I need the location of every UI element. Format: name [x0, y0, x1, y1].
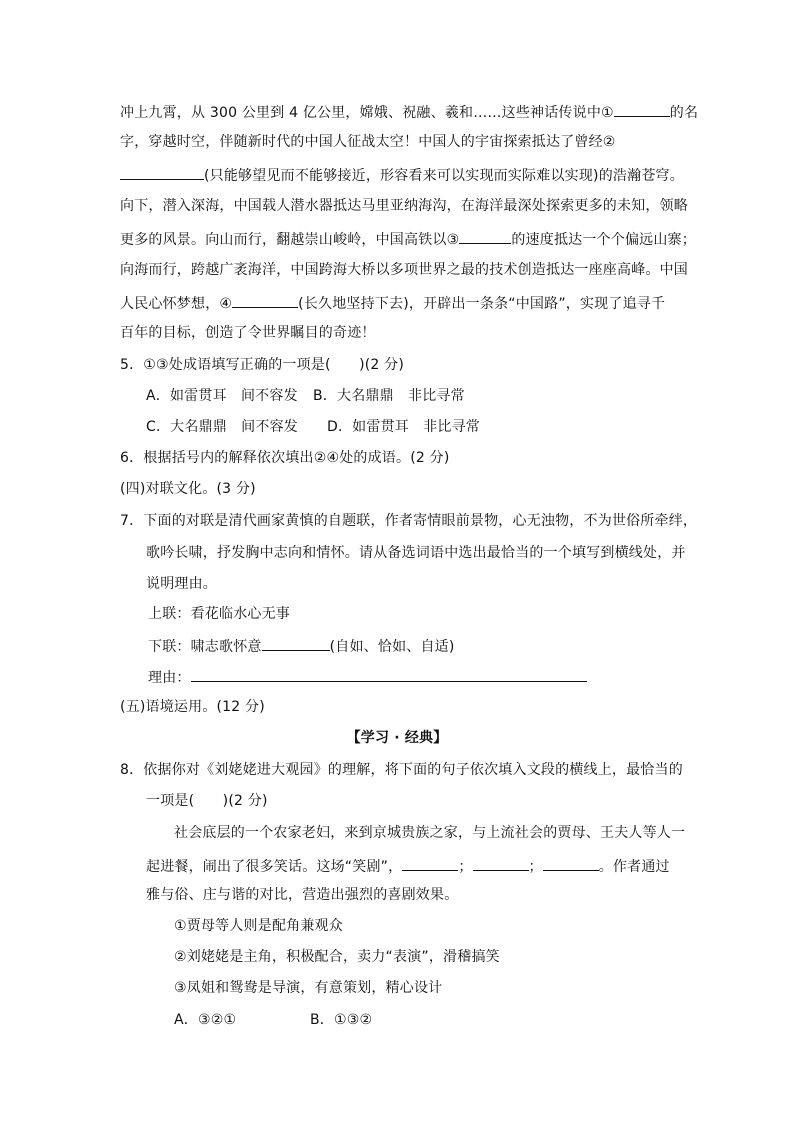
passage-line-7: [120, 292, 665, 314]
q8-item-2: ②刘姥姥是主角，积极配合，卖力“表演”，滑稽搞笑: [174, 949, 500, 965]
blank-3: [459, 228, 511, 244]
q8-blank-3: [543, 855, 599, 871]
q5-option-d: D．如雷贯耳 非比寻常: [327, 419, 480, 435]
q8-passage-3: 雅与俗、庄与谐的对比，营造出强烈的喜剧效果。: [146, 887, 459, 903]
text: 起进餐，闹出了很多笑话。这场“笑剧”，: [146, 859, 403, 875]
text: (长久地坚持下去)，开辟出一条条“中国路”，实现了追寻千: [298, 296, 666, 312]
section-4-title: (四)对联文化。(3 分): [120, 481, 256, 497]
reason-blank: [191, 666, 587, 682]
text: 下联：啸志歌怀意: [148, 639, 262, 655]
q8-option-b: B．①③②: [310, 1012, 373, 1028]
couplet-upper: 上联：看花临水心无事: [148, 606, 290, 622]
q5-option-a: A．如雷贯耳 间不容发: [146, 388, 298, 404]
q8-passage-1: 社会底层的一个农家老妇，来到京城贵族之家，与上流社会的贾母、王夫人等人一: [174, 825, 686, 841]
text: (只能够望见而不能够接近，形容看来可以实现而实际难以实现)的浩瀚苍穹。: [204, 168, 684, 184]
q7-line-2: 歌吟长啸，抒发胸中志向和情怀。请从备选词语中选出最恰当的一个填写到横线处，并: [146, 545, 686, 561]
text: ；: [458, 859, 473, 875]
q8-line-2: 一项是( )(2 分): [146, 793, 268, 809]
section-heading: 【学习 · 经典】: [346, 730, 448, 746]
text: 的速度抵达一个个偏远山寨；: [511, 232, 696, 248]
blank-2: [120, 164, 204, 180]
q7-line-3: 说明理由。: [146, 576, 217, 592]
q5-option-b: B．大名鼎鼎 非比寻常: [313, 388, 465, 404]
q5-stem: 5．①③处成语填写正确的一项是( )(2 分): [120, 357, 405, 373]
text: 冲上九霄，从 300 公里到 4 亿公里，嫦娥、祝融、羲和……这些神话传说中①: [120, 105, 614, 121]
text: 人民心怀梦想，④: [120, 296, 233, 312]
text: 的名: [669, 105, 699, 121]
q8-passage-2: [146, 855, 670, 877]
passage-line-8: 百年的目标，创造了令世界瞩目的奇迹！: [120, 325, 376, 341]
couplet-blank: [262, 635, 330, 651]
q6-stem: 6．根据括号内的解释依次填出②④处的成语。(2 分): [120, 450, 450, 466]
blank-4: [232, 292, 298, 308]
section-5-title: (五)语境运用。(12 分): [120, 699, 265, 715]
q5-option-c: C．大名鼎鼎 间不容发: [146, 419, 298, 435]
q8-blank-1: [402, 855, 458, 871]
text: 。作者通过: [598, 859, 670, 875]
passage-line-3: [120, 164, 684, 186]
text: 理由：: [148, 670, 191, 686]
q8-item-3: ③凤姐和鸳鸯是导演，有意策划，精心设计: [174, 980, 443, 996]
passage-line-6: 向海而行，跨越广袤海洋，中国跨海大桥以多项世界之最的技术创造抵达一座座高峰。中国: [120, 262, 688, 278]
text: ；: [528, 859, 543, 875]
q8-blank-2: [473, 855, 529, 871]
q8-item-1: ①贾母等人则是配角兼观众: [174, 918, 343, 934]
reason-line: [148, 666, 587, 688]
q7-line-1: 7．下面的对联是清代画家黄慎的自题联，作者寄情眼前景物，心无浊物，不为世俗所牵绊，: [120, 513, 698, 529]
q8-option-a: A．③②①: [174, 1012, 237, 1028]
text: 更多的风景。向山而行，翻越崇山峻岭，中国高铁以③: [120, 232, 460, 248]
passage-line-4: 向下，潜入深海，中国载人潜水器抵达马里亚纳海沟，在海洋最深处探索更多的未知，领略: [120, 198, 688, 214]
passage-line-2: 字，穿越时空，伴随新时代的中国人征战太空！中国人的宇宙探索抵达了曾经②: [120, 134, 616, 150]
passage-line-1: [120, 101, 698, 123]
passage-line-5: [120, 228, 696, 250]
text: (自如、恰如、自适): [329, 639, 455, 655]
q8-line-1: 8．依据你对《刘姥姥进大观园》的理解，将下面的句子依次填入文段的横线上，最恰当的: [120, 762, 683, 778]
blank-1: [614, 101, 670, 117]
couplet-lower: [148, 635, 455, 657]
